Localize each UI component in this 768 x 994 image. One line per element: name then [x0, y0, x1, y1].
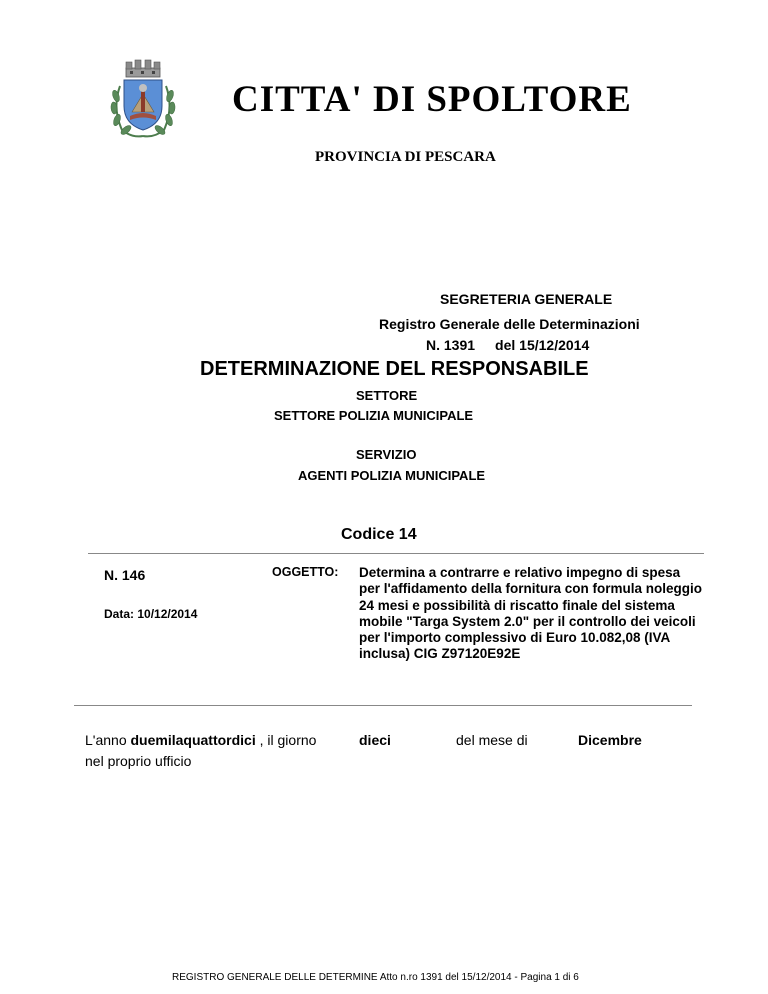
- act-date: Data: 10/12/2014: [104, 607, 198, 621]
- department-name: SEGRETERIA GENERALE: [440, 291, 613, 307]
- oggetto-text: Determina a contrarre e relativo impegno di spesa per l'affidamento della fornitura con formula noleggio 24 mesi e possibilità di riscatto finale del sistema mobile "Targa System 2.0" per il controllo dei veicoli per l'importo complessivo di Euro 10.082,08 (IVA inclusa) CIG Z97120E92E: [359, 565, 702, 662]
- year-prefix: L'anno: [85, 732, 131, 748]
- city-title: CITTA' DI SPOLTORE: [232, 79, 632, 120]
- register-name: Registro Generale delle Determinazioni: [379, 316, 640, 332]
- register-date: del 15/12/2014: [495, 337, 590, 353]
- year-line: [85, 732, 316, 748]
- year-suffix: , il giorno: [255, 732, 317, 748]
- settore-label: SETTORE: [356, 388, 418, 403]
- year-value: duemilaquattordici: [130, 732, 256, 748]
- codice-label: Codice 14: [341, 526, 417, 543]
- city-crest: [108, 58, 178, 142]
- servizio-label: SERVIZIO: [356, 447, 417, 462]
- act-number: N. 146: [104, 567, 146, 583]
- shield-icon: [124, 80, 162, 130]
- month-value: Dicembre: [578, 732, 642, 748]
- page-footer: REGISTRO GENERALE DELLE DETERMINE Atto n.ro 1391 del 15/12/2014 - Pagina 1 di 6: [172, 972, 579, 983]
- determination-title: DETERMINAZIONE DEL RESPONSABILE: [200, 358, 589, 380]
- province-name: PROVINCIA DI PESCARA: [315, 149, 496, 165]
- day-value: dieci: [359, 732, 391, 748]
- register-number: N. 1391: [426, 337, 476, 353]
- settore-value: SETTORE POLIZIA MUNICIPALE: [274, 408, 474, 423]
- divider: [74, 705, 692, 706]
- servizio-value: AGENTI POLIZIA MUNICIPALE: [298, 468, 486, 483]
- crown-icon: [126, 60, 160, 77]
- office-line: nel proprio ufficio: [85, 753, 192, 769]
- month-label: del mese di: [456, 732, 528, 748]
- divider: [88, 553, 704, 554]
- register-number-line: [426, 337, 589, 353]
- oggetto-label: OGGETTO:: [272, 565, 339, 579]
